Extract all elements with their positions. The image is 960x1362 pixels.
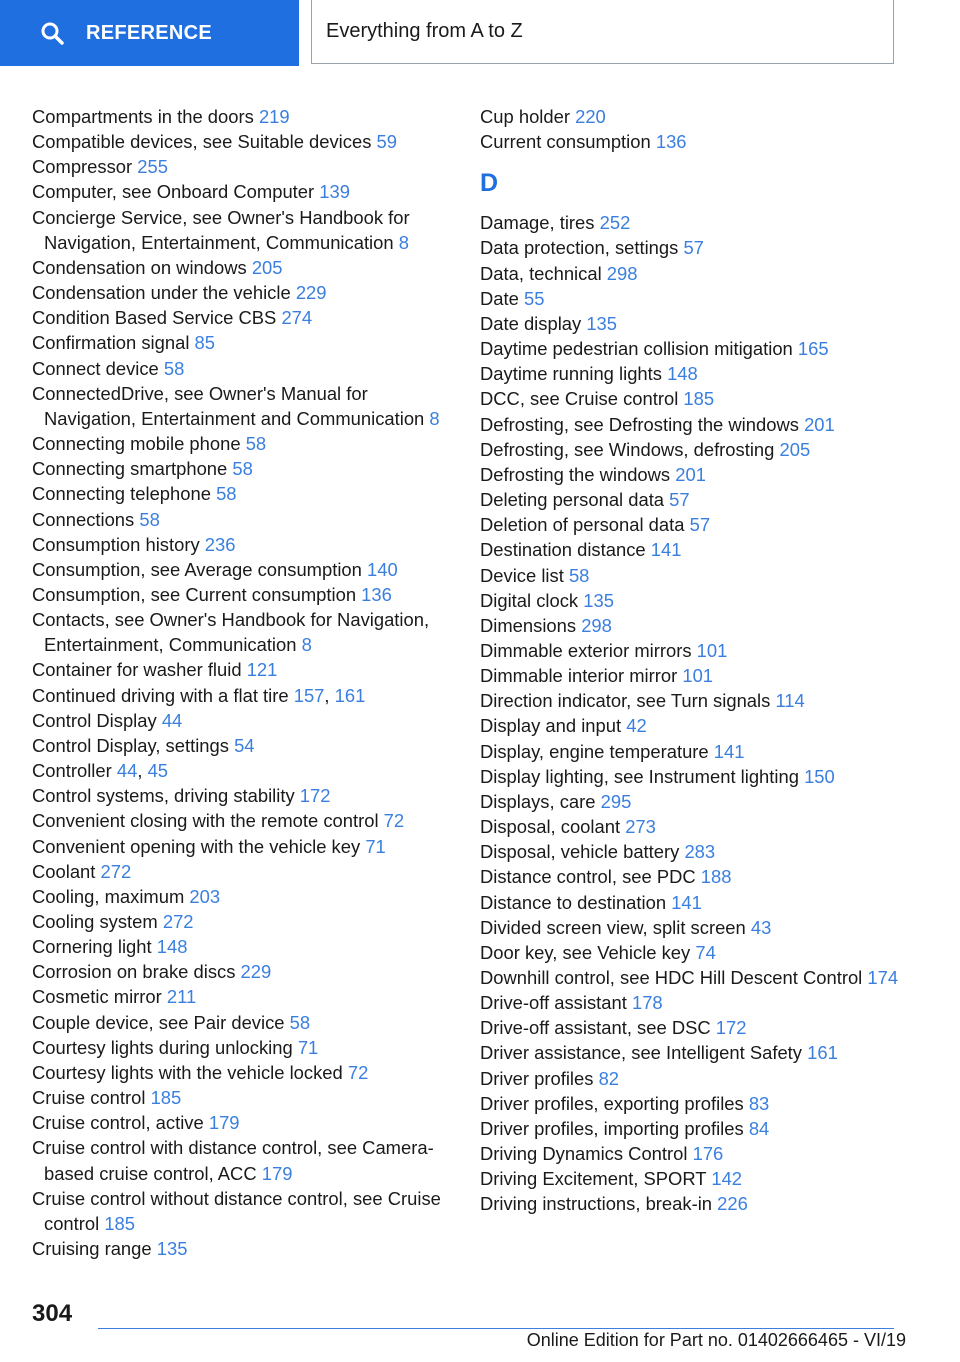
index-column-right	[480, 104, 920, 1217]
page-link[interactable]: 135	[583, 589, 614, 611]
index-entry	[480, 537, 920, 562]
page-link[interactable]: 57	[669, 489, 690, 511]
index-entry-text: Defrosting, see Defrosting the windows	[480, 413, 799, 435]
index-entry	[32, 934, 452, 959]
index-entry-text: Condensation on windows	[32, 256, 247, 278]
page-link[interactable]: 203	[189, 885, 221, 907]
index-entry	[32, 205, 452, 255]
index-entry	[480, 739, 920, 764]
page-link[interactable]: 72	[347, 1061, 369, 1083]
index-entry-text: Drive-off assistant, see DSC	[480, 1017, 711, 1039]
page-link[interactable]: 185	[104, 1212, 136, 1234]
page-link[interactable]: 42	[626, 715, 647, 737]
page-link[interactable]: 57	[689, 514, 711, 536]
page-link[interactable]: 85	[194, 332, 216, 354]
index-entry	[480, 487, 920, 512]
index-entry	[480, 1191, 920, 1216]
index-entry-text: Coolant	[32, 860, 96, 882]
index-entry	[32, 280, 452, 305]
index-entry-text: Connect device	[32, 357, 159, 379]
index-entry	[32, 808, 452, 833]
index-entry-text: Driver profiles	[480, 1067, 594, 1089]
page-link[interactable]: 44	[161, 709, 183, 731]
index-entry-text: Deletion of personal data	[480, 514, 685, 536]
page-link[interactable]: 43	[750, 916, 772, 938]
page-link[interactable]: 298	[581, 614, 612, 636]
reference-tab[interactable]	[0, 0, 299, 66]
index-entry-text: Connecting telephone	[32, 483, 211, 505]
index-entry-text: Driver profiles, importing profiles	[480, 1117, 744, 1139]
page-link[interactable]: 72	[383, 810, 405, 832]
index-entry: Controller 44, 45	[32, 760, 169, 782]
page-link[interactable]: 136	[655, 131, 687, 153]
page-link[interactable]: 74	[695, 941, 716, 963]
index-entry	[32, 456, 452, 481]
index-entry-text: Condensation under the vehicle	[32, 282, 291, 304]
index-entry-text: Display, engine temperature	[480, 740, 709, 762]
index-entry-text: Drive-off assistant	[480, 992, 627, 1014]
index-entry	[480, 764, 920, 789]
index-entry	[480, 462, 920, 487]
index-entry	[32, 607, 452, 657]
page-link[interactable]: 58	[232, 458, 253, 480]
index-entry-text: Display lighting, see Instrument lighting	[480, 765, 799, 787]
index-column-left	[32, 104, 452, 1261]
index-entry-text: Downhill control, see HDC Hill Descent Control	[480, 967, 863, 988]
index-entry	[480, 1166, 920, 1191]
page-link[interactable]: 54	[234, 734, 255, 756]
page-link[interactable]: 8	[398, 231, 409, 253]
index-entry	[480, 864, 920, 889]
index-entry	[480, 1015, 920, 1040]
index-entry-text: Consumption, see Current consumption	[32, 583, 357, 605]
index-entry-text: Defrosting, see Windows, defrosting	[480, 438, 775, 460]
page-link[interactable]: 185	[683, 388, 715, 410]
page-link[interactable]: 139	[319, 181, 350, 203]
page-link[interactable]: 219	[258, 106, 290, 127]
index-entry-text: Courtesy lights with the vehicle locked	[32, 1061, 343, 1083]
page-link[interactable]: 220	[575, 106, 606, 127]
footer-rule	[98, 1328, 894, 1329]
page-link[interactable]: 298	[606, 262, 638, 284]
page-link[interactable]: 205	[251, 256, 283, 278]
index-entry-text: Disposal, vehicle battery	[480, 841, 680, 863]
page-link[interactable]: 161	[334, 684, 366, 706]
page-link[interactable]: 161	[807, 1042, 838, 1064]
index-entry-text: Distance to destination	[480, 891, 667, 913]
index-entry-text: Couple device, see Pair device	[32, 1011, 285, 1033]
index-entry-text: Cup holder	[480, 106, 570, 127]
index-entry-text: Compartments in the doors	[32, 106, 254, 127]
page-number: 304	[32, 1300, 73, 1327]
index-entry-text: Courtesy lights during unlocking	[32, 1036, 293, 1058]
index-entry-text: Driving instructions, break-in	[480, 1193, 713, 1215]
index-entry-text: Contacts, see Owner's Handbook for Navigation, Entertainment, Communication	[32, 609, 430, 656]
index-entry-text: Dimmable exterior mirrors	[480, 639, 692, 661]
section-title-tab	[311, 0, 894, 64]
index-entry-text: Deleting personal data	[480, 489, 665, 511]
index-entry-text: Control Display	[32, 709, 157, 731]
page-link[interactable]: 57	[683, 237, 704, 259]
index-entry	[480, 261, 920, 286]
index-entry-text: Device list	[480, 564, 564, 586]
section-letter: D	[480, 169, 499, 198]
index-entry	[480, 688, 920, 713]
page-footer	[0, 1290, 960, 1362]
index-entry-text: Displays, care	[480, 790, 596, 812]
index-entry-text: Confirmation signal	[32, 332, 190, 354]
index-entry-text: Direction indicator, see Turn signals	[480, 690, 771, 712]
page-link[interactable]: 58	[568, 564, 590, 586]
index-entry	[32, 481, 452, 506]
index-entry	[480, 713, 920, 738]
index-entry-text: Consumption history	[32, 533, 200, 555]
index-entry-text: Cruise control	[32, 1087, 146, 1109]
index-entry	[32, 1236, 452, 1261]
page-link[interactable]: 83	[748, 1092, 770, 1114]
index-entry	[480, 1040, 920, 1065]
page-link[interactable]: 59	[376, 131, 397, 153]
index-entry-text: Defrosting the windows	[480, 463, 671, 485]
index-entry-text: Daytime pedestrian collision mitigation	[480, 338, 793, 360]
section-title: Everything from A to Z	[326, 20, 523, 42]
page-link[interactable]: 283	[684, 841, 716, 863]
index-entry-text: Connecting mobile phone	[32, 433, 241, 455]
page-link[interactable]: 229	[295, 282, 327, 304]
index-entry	[480, 412, 920, 437]
index-entry	[32, 381, 452, 431]
index-entry	[480, 1141, 920, 1166]
index-entry	[32, 1035, 452, 1060]
page-link[interactable]: 71	[365, 835, 386, 857]
index-entry	[480, 613, 920, 638]
index-entry	[32, 104, 452, 129]
index-entry	[480, 1066, 920, 1091]
page-link[interactable]: 58	[216, 483, 237, 505]
index-entries-c-continued	[480, 104, 920, 154]
index-entry-text: Cruise control with distance control, see Camera-based cruise control, ACC	[32, 1137, 434, 1184]
page-link[interactable]: 45	[147, 760, 169, 782]
index-entry	[32, 1186, 452, 1236]
index-entry-text: Corrosion on brake discs	[32, 961, 236, 983]
index-entry-text: Controller	[32, 760, 112, 782]
page-link[interactable]: 84	[748, 1117, 770, 1139]
index-entry	[480, 1116, 920, 1141]
index-entry-text: Convenient opening with the vehicle key	[32, 835, 361, 857]
page-link[interactable]: 165	[797, 338, 829, 360]
index-entry	[32, 657, 452, 682]
index-entry	[480, 915, 920, 940]
index-entry	[32, 1135, 452, 1185]
index-entry	[32, 507, 452, 532]
index-entry-text: Cruise control, active	[32, 1112, 204, 1134]
index-entry	[480, 311, 920, 336]
index-entry	[480, 286, 920, 311]
page-link[interactable]: 58	[163, 357, 185, 379]
index-entry	[32, 356, 452, 381]
index-entry: Continued driving with a flat tire 157, 161	[32, 684, 366, 706]
index-entry-text: Data protection, settings	[480, 237, 679, 259]
page-link[interactable]: 229	[240, 961, 272, 983]
index-entry	[32, 909, 452, 934]
index-entry-text: Cornering light	[32, 936, 152, 958]
index-entry	[32, 984, 452, 1009]
page-link[interactable]: 140	[367, 558, 398, 580]
index-entry	[32, 1010, 452, 1035]
index-entry-text: Driver profiles, exporting profiles	[480, 1092, 744, 1114]
index-entry-text: Data, technical	[480, 262, 602, 284]
index-entry	[480, 890, 920, 915]
index-entry-text: Distance control, see PDC	[480, 866, 696, 888]
index-entry-text: Container for washer fluid	[32, 659, 242, 681]
page-link[interactable]: 252	[599, 212, 631, 234]
index-entry-text: Driving Excitement, SPORT	[480, 1168, 707, 1190]
index-entry	[480, 990, 920, 1015]
index-entry	[32, 1060, 452, 1085]
page-link[interactable]: 172	[299, 785, 331, 807]
reference-tab-label: REFERENCE	[86, 21, 213, 44]
page-link[interactable]: 71	[297, 1036, 319, 1058]
index-entry	[32, 330, 452, 355]
index-entry	[480, 839, 920, 864]
page-link[interactable]: 58	[245, 433, 267, 455]
index-entry-text: Door key, see Vehicle key	[480, 941, 691, 963]
edition-note: Online Edition for Part no. 01402666465 - VI/19	[526, 1330, 906, 1350]
page-link[interactable]: 121	[246, 659, 278, 681]
index-entry	[480, 563, 920, 588]
index-entry-text: ConnectedDrive, see Owner's Manual for Navigation, Entertainment and Communication	[32, 382, 425, 429]
page-link[interactable]: 201	[804, 413, 835, 435]
index-entry	[480, 789, 920, 814]
index-entry	[32, 305, 452, 330]
index-entry	[32, 783, 452, 808]
index-entry	[480, 386, 920, 411]
index-entry	[480, 129, 920, 154]
page-link[interactable]: 226	[717, 1193, 748, 1215]
page-link[interactable]: 236	[204, 533, 236, 555]
index-entry	[480, 940, 920, 965]
index-entry	[32, 532, 452, 557]
page-link[interactable]: 255	[137, 156, 168, 178]
index-entry	[480, 361, 920, 386]
index-entry	[480, 104, 920, 129]
index-entry	[480, 663, 920, 688]
index-entry-text: Concierge Service, see Owner's Handbook for Navigation, Entertainment, Communication	[32, 206, 410, 253]
index-entry	[480, 638, 920, 663]
index-entry-text: Connecting smartphone	[32, 458, 228, 480]
page-link[interactable]: 172	[715, 1017, 747, 1039]
index-entry-text: Continued driving with a flat tire	[32, 684, 289, 706]
index-entry	[480, 336, 920, 361]
index-entry-text: Divided screen view, split screen	[480, 916, 746, 938]
index-entry-text: Control systems, driving stability	[32, 785, 295, 807]
index-entry	[32, 1110, 452, 1135]
index-entry-text: Date	[480, 287, 519, 309]
index-entry	[480, 512, 920, 537]
page-link[interactable]: 141	[650, 539, 682, 561]
index-entry	[32, 859, 452, 884]
page-link[interactable]: 295	[600, 790, 632, 812]
index-entry	[32, 708, 452, 733]
page-link[interactable]: 179	[261, 1162, 293, 1184]
page-link[interactable]: 141	[713, 740, 745, 762]
index-entry-text: Cosmetic mirror	[32, 986, 162, 1008]
page-link[interactable]: 142	[711, 1168, 743, 1190]
index-entry-text: Cruising range	[32, 1238, 152, 1260]
page-link[interactable]: 174	[867, 967, 899, 988]
index-entry-text: Cooling, maximum	[32, 885, 185, 907]
index-entry	[32, 255, 452, 280]
index-entry	[32, 431, 452, 456]
index-entry	[480, 1091, 920, 1116]
index-entry-text: Display and input	[480, 715, 622, 737]
page-link[interactable]: 148	[667, 363, 698, 385]
page-header	[0, 0, 960, 66]
index-entry	[32, 582, 452, 607]
index-entry	[32, 884, 452, 909]
page-link[interactable]: 58	[289, 1011, 311, 1033]
index-entry-text: Driver assistance, see Intelligent Safety	[480, 1042, 802, 1064]
page-link[interactable]: 205	[779, 438, 811, 460]
index-entry-text: Connections	[32, 508, 135, 530]
page-link[interactable]: 201	[675, 463, 706, 485]
index-entry-text: Compressor	[32, 156, 133, 178]
index-entry	[32, 959, 452, 984]
index-entry-text: Date display	[480, 312, 582, 334]
page-link[interactable]: 273	[625, 816, 656, 838]
page-link[interactable]: 82	[598, 1067, 620, 1089]
page-link[interactable]: 55	[523, 287, 545, 309]
index-entry-text: Damage, tires	[480, 212, 595, 234]
page-link[interactable]: 135	[586, 312, 618, 334]
index-entry	[32, 129, 452, 154]
page-link[interactable]: 8	[429, 407, 440, 429]
index-entry	[32, 179, 452, 204]
index-entry-text: DCC, see Cruise control	[480, 388, 679, 410]
page-link[interactable]: 176	[692, 1143, 724, 1165]
index-entry	[480, 814, 920, 839]
page-link[interactable]: 101	[682, 665, 714, 687]
index-entry-text: Cooling system	[32, 911, 158, 932]
index-entry	[480, 210, 920, 235]
index-entry	[480, 588, 920, 613]
index-entry-text: Dimensions	[480, 614, 577, 636]
page-link[interactable]: 58	[139, 508, 160, 530]
index-entry	[32, 557, 452, 582]
index-entry-text: Cruise control without distance control, see Cruise control	[32, 1187, 441, 1234]
page-link[interactable]: 44	[116, 760, 138, 782]
index-entry-text: Disposal, coolant	[480, 816, 621, 838]
index-entry	[32, 834, 452, 859]
page-link[interactable]: 188	[700, 866, 732, 888]
index-entry-text: Consumption, see Average consumption	[32, 558, 362, 580]
index-entry-text: Current consumption	[480, 131, 651, 153]
index-entries-d	[480, 210, 920, 1216]
index-entry-text: Destination distance	[480, 539, 646, 561]
search-icon	[40, 21, 64, 45]
index-entry-text: Compatible devices, see Suitable devices	[32, 131, 372, 153]
page-link[interactable]: 211	[166, 986, 197, 1008]
page-link[interactable]: 8	[301, 634, 312, 656]
index-entry-text: Condition Based Service CBS	[32, 307, 277, 329]
page-link[interactable]: 179	[208, 1112, 240, 1134]
index-entry	[480, 235, 920, 260]
index-entry	[480, 965, 920, 990]
page-link[interactable]: 150	[804, 765, 835, 787]
index-entry	[32, 154, 452, 179]
page-link[interactable]: 114	[775, 690, 805, 712]
index-entry-text: Digital clock	[480, 589, 579, 611]
index-entry-text: Daytime running lights	[480, 363, 662, 385]
page-link[interactable]: 136	[361, 583, 392, 605]
index-entry-text: Computer, see Onboard Computer	[32, 181, 315, 203]
index-entry-text: Driving Dynamics Control	[480, 1143, 688, 1165]
page-link[interactable]: 274	[281, 307, 313, 329]
page-link[interactable]: 135	[156, 1238, 188, 1260]
page-link[interactable]: 185	[150, 1087, 182, 1109]
index-entry-text: Convenient closing with the remote control	[32, 810, 379, 832]
page-link[interactable]: 101	[696, 639, 728, 661]
page-link[interactable]: 157	[293, 684, 325, 706]
page-link[interactable]: 272	[100, 860, 132, 882]
page-link[interactable]: 272	[162, 911, 194, 932]
page-link[interactable]: 148	[156, 936, 188, 958]
index-entry-text: Dimmable interior mirror	[480, 665, 678, 687]
page-link[interactable]: 178	[631, 992, 663, 1014]
index-entry-text: Control Display, settings	[32, 734, 229, 756]
index-entry	[480, 437, 920, 462]
index-entry	[32, 733, 452, 758]
page-link[interactable]: 141	[671, 891, 702, 913]
index-entry	[32, 1085, 452, 1110]
